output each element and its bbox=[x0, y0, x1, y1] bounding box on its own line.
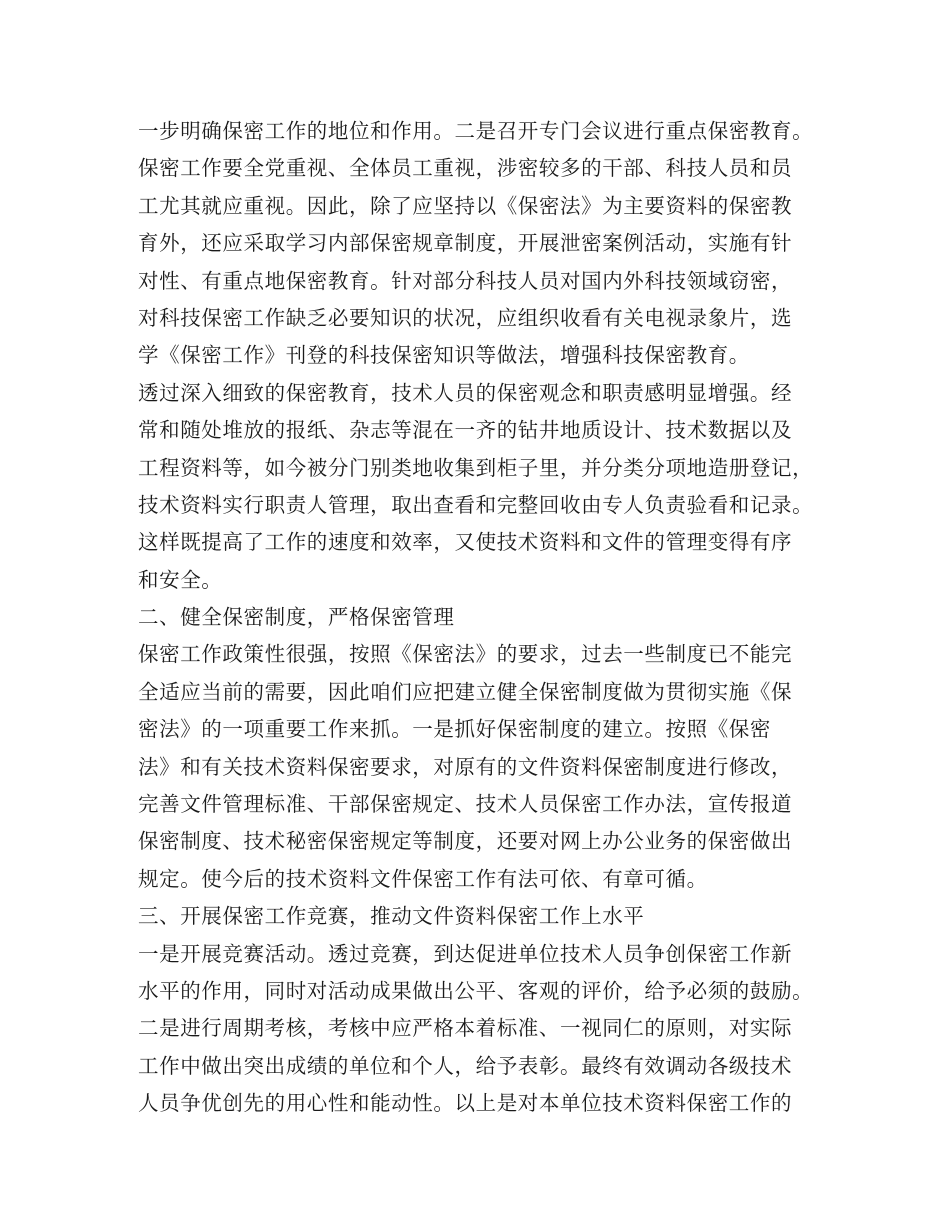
body-text bbox=[138, 113, 838, 1123]
text-line: 一步明确保密工作的地位和作用。二是召开专门会议进行重点保密教育。 bbox=[138, 119, 814, 143]
text-line: 全适应当前的需要，因此咱们应把建立健全保密制度做为贯彻实施《保 bbox=[138, 679, 793, 704]
text-line: 学《保密工作》刊登的科技保密知识等做法，增强科技保密教育。 bbox=[138, 343, 750, 368]
text-line: 技术资料实行职责人管理，取出查看和完整回收由专人负责验看和记录。 bbox=[138, 492, 814, 517]
section-heading: 三、开展保密工作竞赛，推动文件资料保密工作上水平 bbox=[138, 904, 645, 929]
text-line: 常和随处堆放的报纸、杂志等混在一齐的钻井地质设计、技术数据以及 bbox=[138, 418, 793, 443]
text-line: 工作中做出突出成绩的单位和个人，给予表彰。最终有效调动各级技术 bbox=[138, 1053, 793, 1078]
section-heading: 二、健全保密制度，严格保密管理 bbox=[138, 605, 455, 630]
text-line: 二是进行周期考核，考核中应严格本着标准、一视同仁的原则，对实际 bbox=[138, 1016, 793, 1041]
text-line: 这样既提高了工作的速度和效率，又使技术资料和文件的管理变得有序 bbox=[138, 530, 793, 555]
text-line: 保密制度、技术秘密保密规定等制度，还要对网上办公业务的保密做出 bbox=[138, 829, 793, 854]
text-line: 规定。使今后的技术资料文件保密工作有法可依、有章可循。 bbox=[138, 866, 708, 891]
text-line: 完善文件管理标准、干部保密规定、技术人员保密工作办法，宣传报道 bbox=[138, 792, 793, 817]
text-line: 保密工作政策性很强，按照《保密法》的要求，过去一些制度已不能完 bbox=[138, 642, 793, 667]
text-line: 一是开展竞赛活动。透过竞赛，到达促进单位技术人员争创保密工作新 bbox=[138, 941, 793, 966]
text-line: 保密工作要全党重视、全体员工重视，涉密较多的干部、科技人员和员 bbox=[138, 156, 793, 181]
text-line: 对科技保密工作缺乏必要知识的状况，应组织收看有关电视录象片，选 bbox=[138, 305, 793, 330]
text-line: 对性、有重点地保密教育。针对部分科技人员对国内外科技领域窃密， bbox=[138, 268, 793, 293]
text-line: 透过深入细致的保密教育，技术人员的保密观念和职责感明显增强。经 bbox=[138, 380, 793, 405]
text-line: 工程资料等，如今被分门别类地收集到柜子里，并分类分项地造册登记， bbox=[138, 455, 814, 480]
text-line: 和安全。 bbox=[138, 567, 223, 592]
text-line: 育外，还应采取学习内部保密规章制度，开展泄密案例活动，实施有针 bbox=[138, 231, 793, 256]
text-line: 密法》的一项重要工作来抓。一是抓好保密制度的建立。按照《保密 bbox=[138, 717, 771, 742]
text-line: 法》和有关技术资料保密要求，对原有的文件资料保密制度进行修改， bbox=[138, 754, 793, 779]
text-line: 人员争优创先的用心性和能动性。以上是对本单位技术资料保密工作的 bbox=[138, 1091, 793, 1116]
text-line: 水平的作用，同时对活动成果做出公平、客观的评价，给予必须的鼓励。 bbox=[138, 978, 814, 1003]
text-line: 工尤其就应重视。因此，除了应坚持以《保密法》为主要资料的保密教 bbox=[138, 193, 793, 218]
